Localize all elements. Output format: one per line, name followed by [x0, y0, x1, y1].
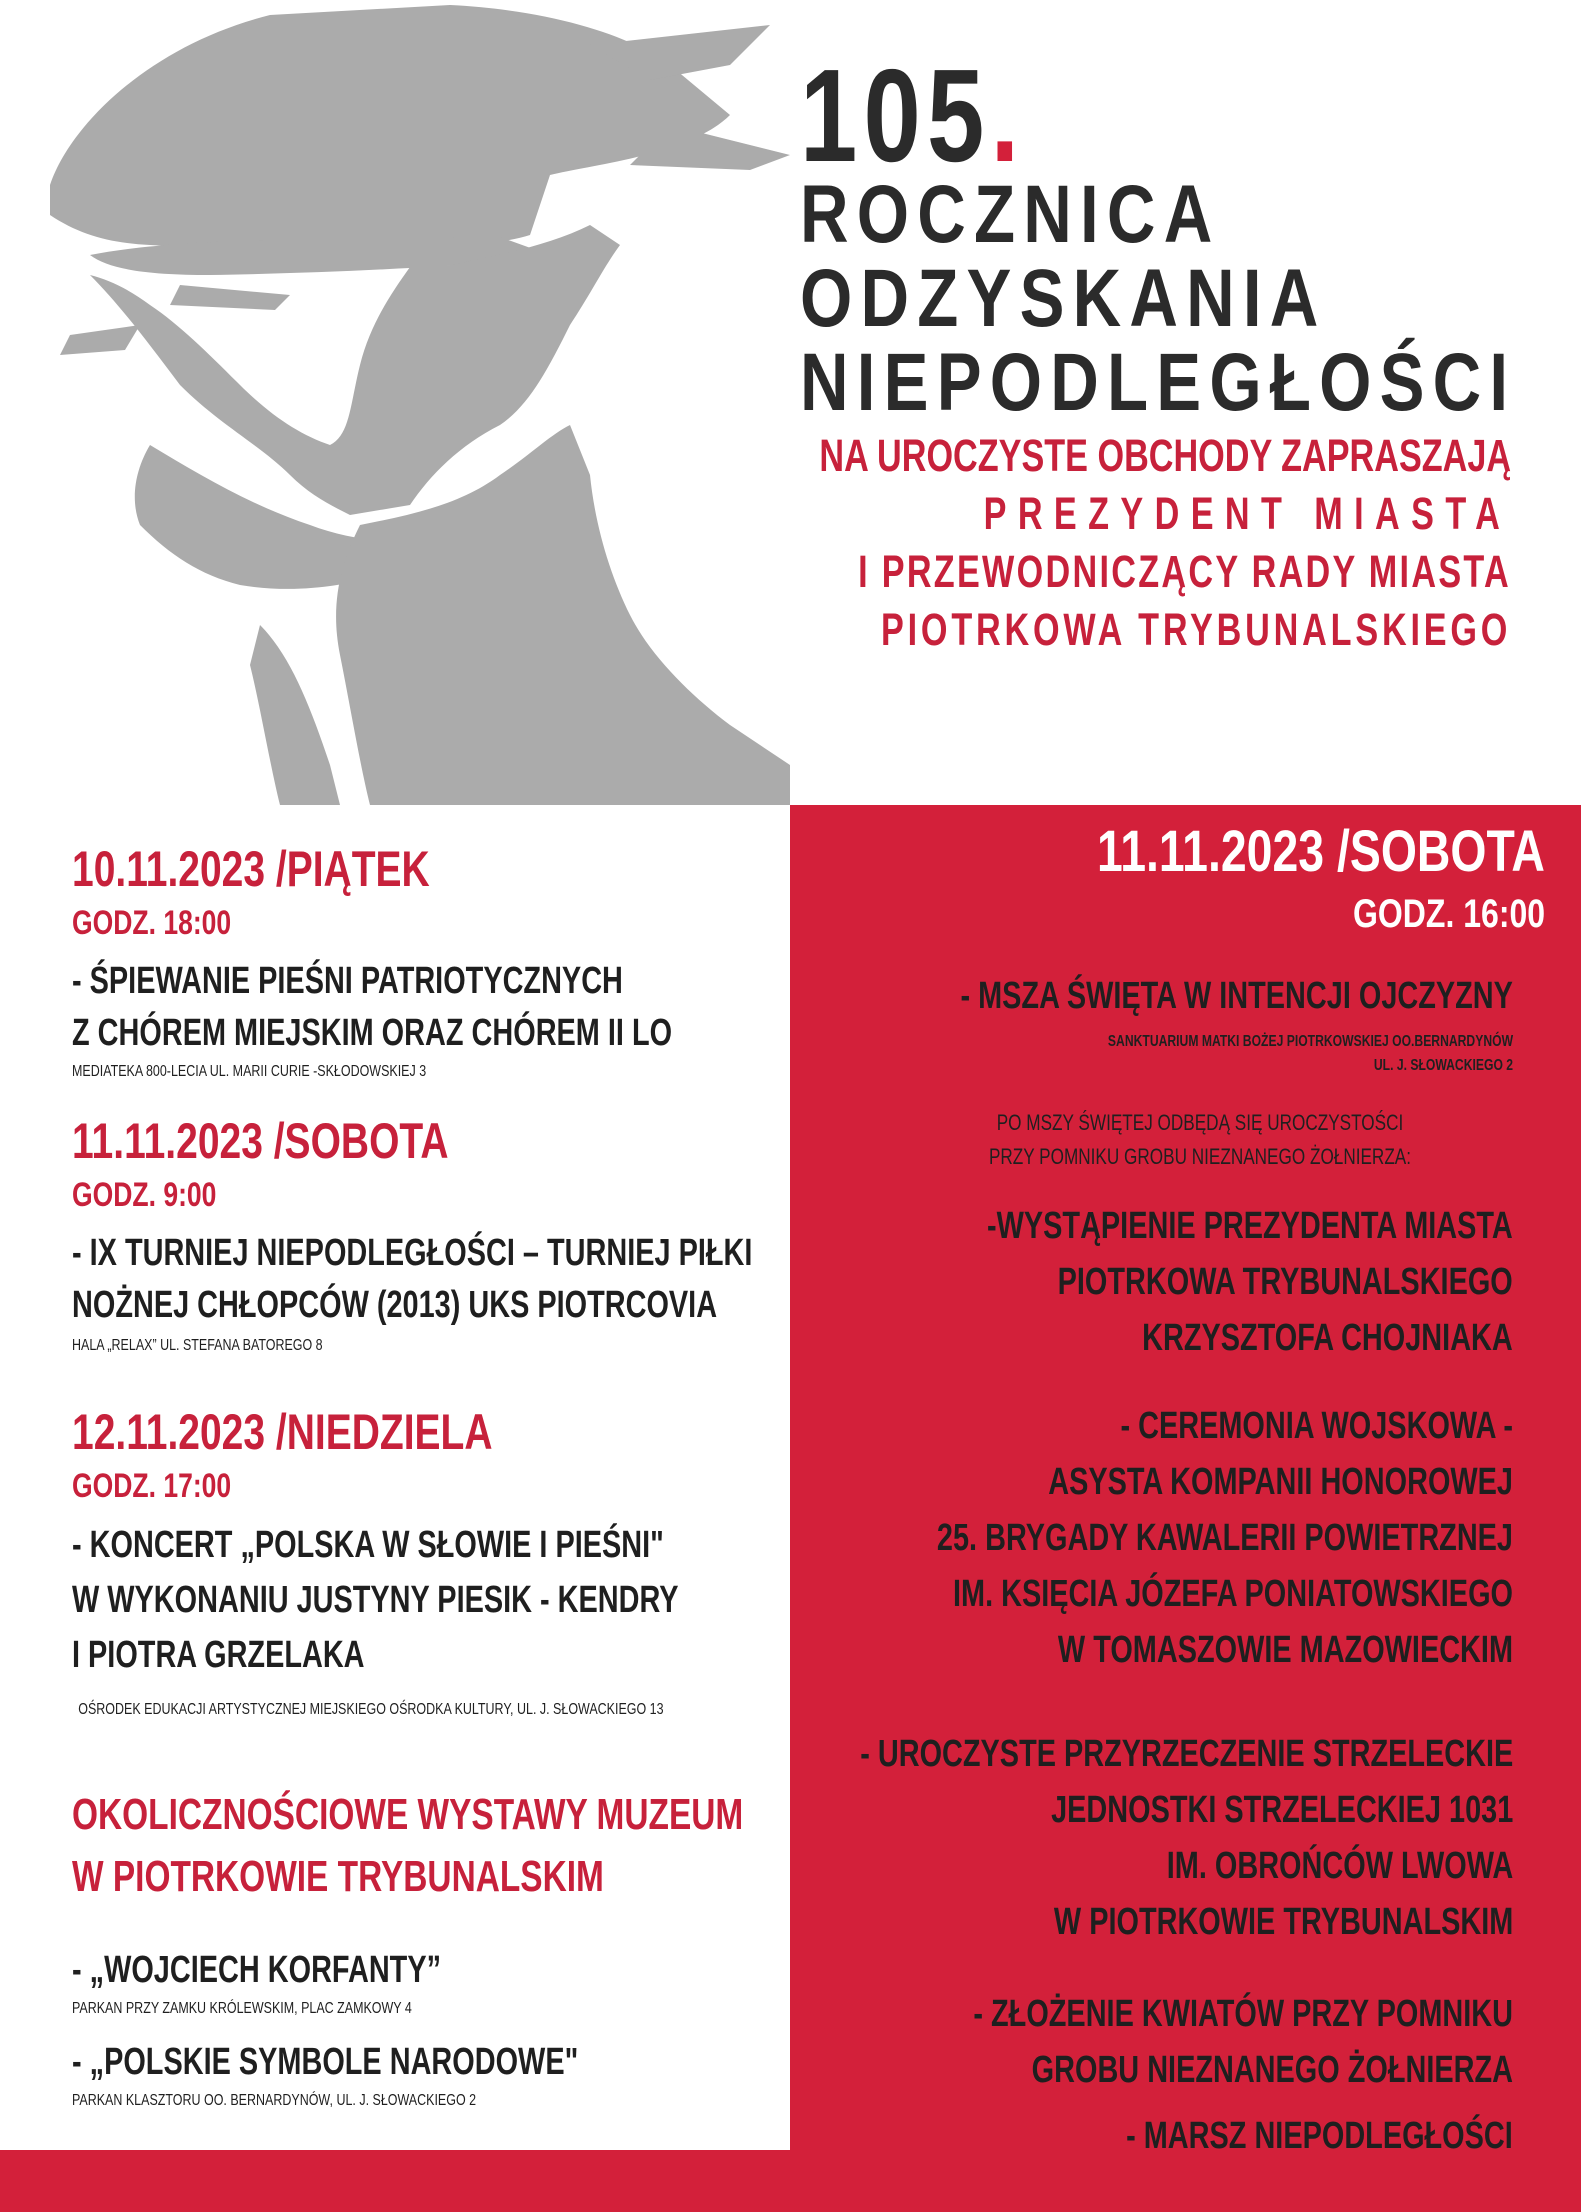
event-1-time: GODZ. 18:00	[72, 904, 232, 942]
oath-line-3: IM. OBROŃCÓW LWOWA	[1166, 1845, 1513, 1887]
event-1-address: MEDIATEKA 800-LECIA UL. MARII CURIE -SKŁODOWSKIEJ 3	[72, 1063, 427, 1080]
title-line-3: NIEPODLEGŁOŚCI	[800, 337, 1517, 428]
mass-place-line-2: UL. J. SŁOWACKIEGO 2	[1373, 1057, 1513, 1074]
military-line-3: 25. BRYGADY KAWALERII POWIETRZNEJ	[936, 1517, 1513, 1559]
event-3-address: OŚRODEK EDUKACJI ARTYSTYCZNEJ MIEJSKIEGO OŚRODKA KULTURY, UL. J. SŁOWACKIEGO 13	[78, 1701, 664, 1718]
oath-line-2: JEDNOSTKI STRZELECKIEJ 1031	[1050, 1789, 1513, 1831]
event-1-line-2: Z CHÓREM MIEJSKIM ORAZ CHÓREM II LO	[72, 1012, 673, 1054]
military-line-1: - CEREMONIA WOJSKOWA -	[1120, 1405, 1513, 1447]
event-2-date: 11.11.2023 /SOBOTA	[72, 1113, 449, 1169]
title-line-1: ROCZNICA	[800, 169, 1221, 260]
event-2-description	[72, 1227, 752, 1331]
event-3-line-3: I PIOTRA GRZELAKA	[72, 1634, 365, 1676]
event-3-description	[72, 1518, 679, 1683]
speech-line-3: KRZYSZTOFA CHOJNIAKA	[1142, 1317, 1513, 1359]
speech-line-1: -WYSTĄPIENIE PREZYDENTA MIASTA	[987, 1205, 1513, 1247]
ceremony-note	[950, 1106, 1449, 1174]
event-2-line-2: NOŻNEJ CHŁOPCÓW (2013) UKS PIOTRCOVIA	[72, 1284, 718, 1326]
military-line-4: IM. KSIĘCIA JÓZEFA PONIATOWSKIEGO	[952, 1573, 1513, 1615]
mass-place-line-1: SANKTUARIUM MATKI BOŻEJ PIOTRKOWSKIEJ OO.BERNARDYNÓW	[1107, 1033, 1513, 1050]
exhibition-2-address: PARKAN KLASZTORU OO. BERNARDYNÓW, UL. J. SŁOWACKIEGO 2	[72, 2092, 477, 2109]
flowers-line-2: GROBU NIEZNANEGO ŻOŁNIERZA	[1031, 2049, 1513, 2091]
anniversary-dot: .	[990, 42, 1026, 189]
invite-line-2: PREZYDENT MIASTA	[983, 488, 1511, 539]
exhibition-2-title: - „POLSKIE SYMBOLE NARODOWE"	[72, 2041, 579, 2083]
mass-place	[1108, 1030, 1513, 1078]
flowers-item	[973, 1986, 1513, 2098]
event-2-line-1: - IX TURNIEJ NIEPODLEGŁOŚCI – TURNIEJ PIŁKI	[72, 1232, 753, 1274]
march-item: - MARSZ NIEPODLEGŁOŚCI	[1126, 2115, 1513, 2157]
event-1-description	[72, 955, 672, 1059]
event-1-date: 10.11.2023 /PIĄTEK	[72, 841, 430, 897]
speech-item	[987, 1198, 1513, 1366]
oath-line-1: - UROCZYSTE PRZYRZECZENIE STRZELECKIE	[859, 1733, 1513, 1775]
event-1-line-1: - ŚPIEWANIE PIEŚNI PATRIOTYCZNYCH	[72, 960, 623, 1002]
anniversary-number-value: 105	[800, 42, 991, 189]
military-ceremony-item	[937, 1398, 1513, 1678]
bottom-red-bar	[0, 2150, 790, 2212]
marshal-silhouette-icon	[30, 5, 790, 805]
event-3-date: 12.11.2023 /NIEDZIELA	[72, 1404, 493, 1460]
military-line-5: W TOMASZOWIE MAZOWIECKIM	[1057, 1629, 1513, 1671]
event-3-line-2: W WYKONANIU JUSTYNY PIESIK - KENDRY	[72, 1579, 679, 1621]
event-3-time: GODZ. 17:00	[72, 1467, 232, 1505]
oath-line-4: W PIOTRKOWIE TRYBUNALSKIM	[1053, 1901, 1513, 1943]
mass-title: - MSZA ŚWIĘTA W INTENCJI OJCZYZNY	[960, 975, 1513, 1017]
exhibitions	[72, 1784, 955, 2110]
exhibitions-heading-line-1: OKOLICZNOŚCIOWE WYSTAWY MUZEUM	[72, 1790, 744, 1839]
event-1	[72, 840, 862, 1081]
main-date: 11.11.2023 /SOBOTA	[1097, 819, 1545, 884]
oath-item	[860, 1726, 1513, 1950]
ceremony-note-line-2: PRZY POMNIKU GROBU NIEZNANEGO ŻOŁNIERZA:	[988, 1144, 1412, 1169]
title-line-2: ODZYSKANIA	[800, 253, 1327, 344]
invite-line-3: I PRZEWODNICZĄCY RADY MIASTA	[858, 546, 1511, 597]
main-time: GODZ. 16:00	[1352, 892, 1545, 936]
event-2-address: HALA „RELAX” UL. STEFANA BATOREGO 8	[72, 1337, 323, 1354]
military-line-2: ASYSTA KOMPANII HONOROWEJ	[1048, 1461, 1513, 1503]
exhibitions-heading-line-2: W PIOTRKOWIE TRYBUNALSKIM	[72, 1852, 604, 1901]
event-3-line-1: - KONCERT „POLSKA W SŁOWIE I PIEŚNI"	[72, 1524, 664, 1566]
speech-line-2: PIOTRKOWA TRYBUNALSKIEGO	[1057, 1261, 1513, 1303]
exhibition-1-title: - „WOJCIECH KORFANTY”	[72, 1949, 442, 1991]
flowers-line-1: - ZŁOŻENIE KWIATÓW PRZY POMNIKU	[973, 1993, 1513, 2035]
invite-line-4: PIOTRKOWA TRYBUNALSKIEGO	[880, 604, 1511, 655]
invite-line-1: NA UROCZYSTE OBCHODY ZAPRASZAJĄ	[819, 430, 1511, 481]
event-2-time: GODZ. 9:00	[72, 1176, 217, 1214]
event-2	[72, 1112, 967, 1355]
ceremony-note-line-1: PO MSZY ŚWIĘTEJ ODBĘDĄ SIĘ UROCZYSTOŚCI	[996, 1110, 1404, 1135]
event-3	[72, 1403, 870, 1719]
exhibition-1-address: PARKAN PRZY ZAMKU KRÓLEWSKIM, PLAC ZAMKOWY 4	[72, 2000, 412, 2017]
exhibitions-heading	[72, 1784, 743, 1908]
